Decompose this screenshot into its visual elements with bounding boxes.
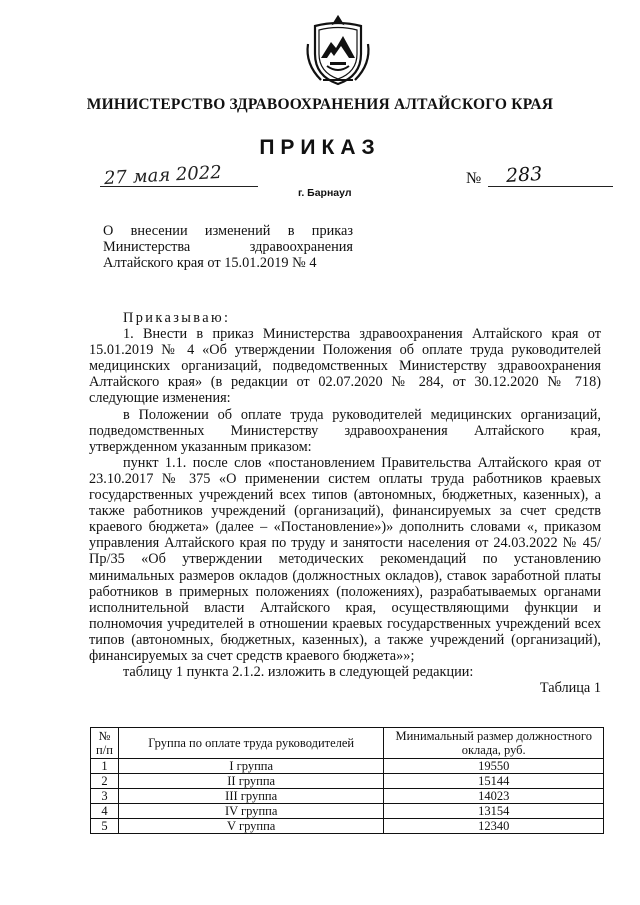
order-number-handwritten: 283 — [505, 163, 543, 187]
subject-line: О внесении изменений в приказ — [103, 223, 353, 239]
row-salary: 13154 — [384, 804, 604, 819]
row-group: II группа — [118, 774, 383, 789]
order-date-handwritten: 27 мая 2022 — [103, 161, 223, 190]
table-row — [91, 759, 604, 774]
coat-of-arms-icon — [303, 14, 373, 88]
table-row — [91, 804, 604, 819]
column-header-number: № п/п — [91, 728, 119, 759]
paragraph-3: пункт 1.1. после слов «постановлением Правительства Алтайского края от 23.10.2017 № 375 «О применении систем оплаты труда работников краевых государственных учреждений всех типов (автономных, бюджетных, казенных), а также работников учреждений (организаций), финансируемых за счет средств краевого бюджета» (далее – «Постановление»)» дополнить словами «, приказом управления Алтайского края по труду и занятости населения от 24.03.2022 № 45/Пр/35 «Об утверждении методических рекомендаций по установлению минимальных размеров окладов (должностных окладов), ставок заработной платы работников в примерных положениях (положениях), разрабатываемых органами исполнительной власти Алтайского края, осуществляющими функции и полномочия учредителей в отношении краевых государственных учреждений всех типов (автономных, бюджетных, казенных), а также учреждений (организаций), финансируемых за счет средств краевого бюджета»»; — [89, 454, 601, 664]
table-header-row — [91, 728, 604, 759]
orders-word: Приказываю: — [123, 310, 231, 326]
date-underline — [100, 186, 258, 187]
table-row — [91, 819, 604, 834]
column-header-group: Группа по оплате труда руководителей — [118, 728, 383, 759]
row-group: I группа — [118, 759, 383, 774]
salary-table — [90, 727, 604, 834]
row-salary: 12340 — [384, 819, 604, 834]
row-number: 4 — [91, 804, 119, 819]
order-subject — [103, 223, 353, 271]
row-group: III группа — [118, 789, 383, 804]
row-number: 3 — [91, 789, 119, 804]
subject-line: Алтайского края от 15.01.2019 № 4 — [103, 255, 317, 271]
number-underline — [488, 186, 613, 187]
row-salary: 15144 — [384, 774, 604, 789]
subject-line: Министерства здравоохранения — [103, 239, 353, 255]
number-label: № — [466, 170, 482, 187]
row-group: IV группа — [118, 804, 383, 819]
paragraph-2: в Положении об оплате труда руководителей медицинских организаций, подведомственных Министерству здравоохранения Алтайского края, утвержденном указанным приказом: — [89, 406, 601, 455]
row-number: 2 — [91, 774, 119, 789]
order-title: ПРИКАЗ — [259, 136, 381, 159]
paragraph-1: 1. Внести в приказ Министерства здравоохранения Алтайского края от 15.01.2019 № 4 «Об утверждении Положения об оплате труда руководителей медицинских организаций, подведомственных Министерству здравоохранения Алтайского края» (в редакции от 02.07.2020 № 284, от 30.12.2020 № 718) следующие изменения: — [89, 326, 601, 407]
row-number: 1 — [91, 759, 119, 774]
row-group: V группа — [118, 819, 383, 834]
table-row — [91, 789, 604, 804]
order-body — [89, 310, 601, 708]
table-row — [91, 774, 604, 789]
paragraph-4: таблицу 1 пункта 2.1.2. изложить в следующей редакции: — [123, 664, 474, 681]
row-number: 5 — [91, 819, 119, 834]
table-caption: Таблица 1 — [539, 680, 601, 697]
row-salary: 14023 — [384, 789, 604, 804]
row-salary: 19550 — [384, 759, 604, 774]
column-header-salary: Минимальный размер должностного оклада, руб. — [384, 728, 604, 759]
ministry-title: МИНИСТЕРСТВО ЗДРАВООХРАНЕНИЯ АЛТАЙСКОГО КРАЯ — [86, 96, 554, 113]
city-label: г. Барнаул — [298, 187, 352, 199]
